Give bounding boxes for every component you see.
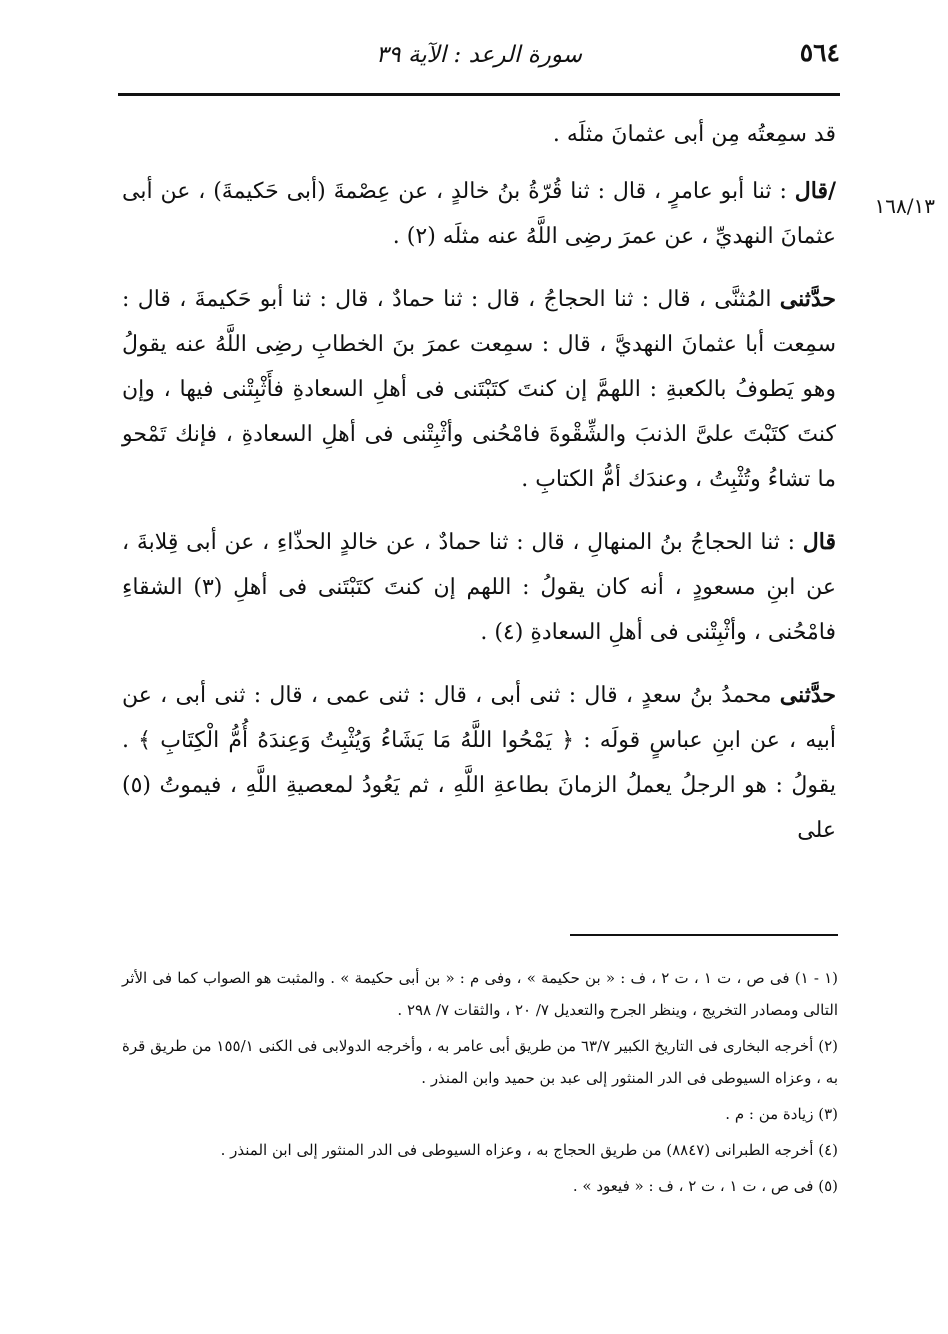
header-rule [118,93,840,96]
paragraph [122,520,836,655]
footnote: (٣) زيادة من : م . [725,1105,838,1123]
paragraph-text: المُثنَّى ، قال : ثنا الحجاجُ ، قال : ثنا حمادٌ ، قال : ثنا أبو حَكيمةَ ، قال : سمِعت أبا عثمانَ النهديَّ ، قال : سمِعت عمرَ بنَ الخطابِ رضِى اللَّهُ عنه يقولُ وهو يَطوفُ بالكعبةِ : اللهمَّ إن كنتَ كتَبْتَنى فى أهلِ السعادةِ فأَثْبِتْنى فيها ، وإن كنتَ كتَبْتَ علىَّ الذنبَ والشِّقْوةَ فامْحُنى وأثْبِتْنى فى أهلِ السعادةِ ، فإنك تَمْحو ما تشاءُ وتُثْبِتُ ، وعندَك أمُّ الكتابِ . [122,287,836,492]
footnote: (٥) فى ص ، ت ١ ، ت ٢ ، ف : « فيعود » . [572,1177,838,1195]
footnote-separator [570,934,838,936]
footnotes [122,962,838,1206]
margin-reference: ١٦٨/١٣ [874,194,935,218]
paragraph-text: : ثنا أبو عامرٍ ، قال : ثنا قُرّةُ بنُ خالدٍ ، عن عِصْمةَ (أبى حَكيمةَ) ، عن أبى عثمانَ النهديِّ ، عن عمرَ رضِى اللَّهُ عنه مثلَه (٢) . [122,179,836,249]
paragraph-text: محمدُ بنُ سعدٍ ، قال : ثنى أبى ، قال : ثنى عمى ، قال : ثنى أبى ، عن أبيه ، عن ابنِ عباسٍ قولَه : ﴿ يَمْحُوا اللَّهُ مَا يَشَاءُ وَيُثْبِتُ وَعِندَهُ أُمُّ الْكِتَابِ ﴾ . يقولُ : هو الرجلُ يعملُ الزمانَ بطاعةِ اللَّهِ ، ثم يَعُودُ لمعصيةِ اللَّهِ ، فيموتُ (٥) على [122,683,836,843]
main-text [122,112,836,871]
page-header [118,38,840,96]
paragraph [122,277,836,502]
footnote: (٢) أخرجه البخارى فى التاريخ الكبير ٦٣/٧ من طريق أبى عامر به ، وأخرجه الدولابى فى الكنى ١٥٥/١ من طريق قرة به ، وعزاه السيوطى فى الدر المنثور إلى عبد بن حميد وابن المنذر . [122,1037,838,1087]
paragraph-lead: حدَّثنى [779,286,836,312]
paragraph-lead: حدَّثنى [779,682,837,708]
paragraph-lead: /قال [794,178,836,204]
paragraph-lead: قال [802,529,836,555]
paragraph-text: قد سمِعتُه مِن أبى عثمانَ مثلَه . [552,122,836,147]
paragraph [122,169,836,259]
paragraph [122,673,836,853]
footnote: (٤) أخرجه الطبرانى (٨٨٤٧) من طريق الحجاج به ، وعزاه السيوطى فى الدر المنثور إلى ابن المنذر . [220,1141,838,1159]
paragraph-text: : ثنا الحجاجُ بنُ المنهالِ ، قال : ثنا حمادٌ ، عن خالدٍ الحذّاءِ ، عن أبى قِلابةَ ، عن ابنِ مسعودٍ ، أنه كان يقولُ : اللهم إن كنتَ كتَبْتَنى فى أهلِ (٣) الشقاءِ فامْحُنى ، وأثْبِتْنى فى أهلِ السعادةِ (٤) . [122,530,836,645]
paragraph [122,112,836,157]
page-number: ٥٦٤ [799,38,840,67]
footnote: (١ - ١) فى ص ، ت ١ ، ت ٢ ، ف : « بن حكيمة » ، وفى م : « بن أبى حكيمة » . والمثبت هو الصواب كما فى الأثر التالى ومصادر التخريج ، وينظر الجرح والتعديل ٧/ ٢٠ ، والثقات ٧/ ٢٩٨ . [122,969,839,1019]
running-title: سورة الرعد : الآية ٣٩ [375,42,583,68]
